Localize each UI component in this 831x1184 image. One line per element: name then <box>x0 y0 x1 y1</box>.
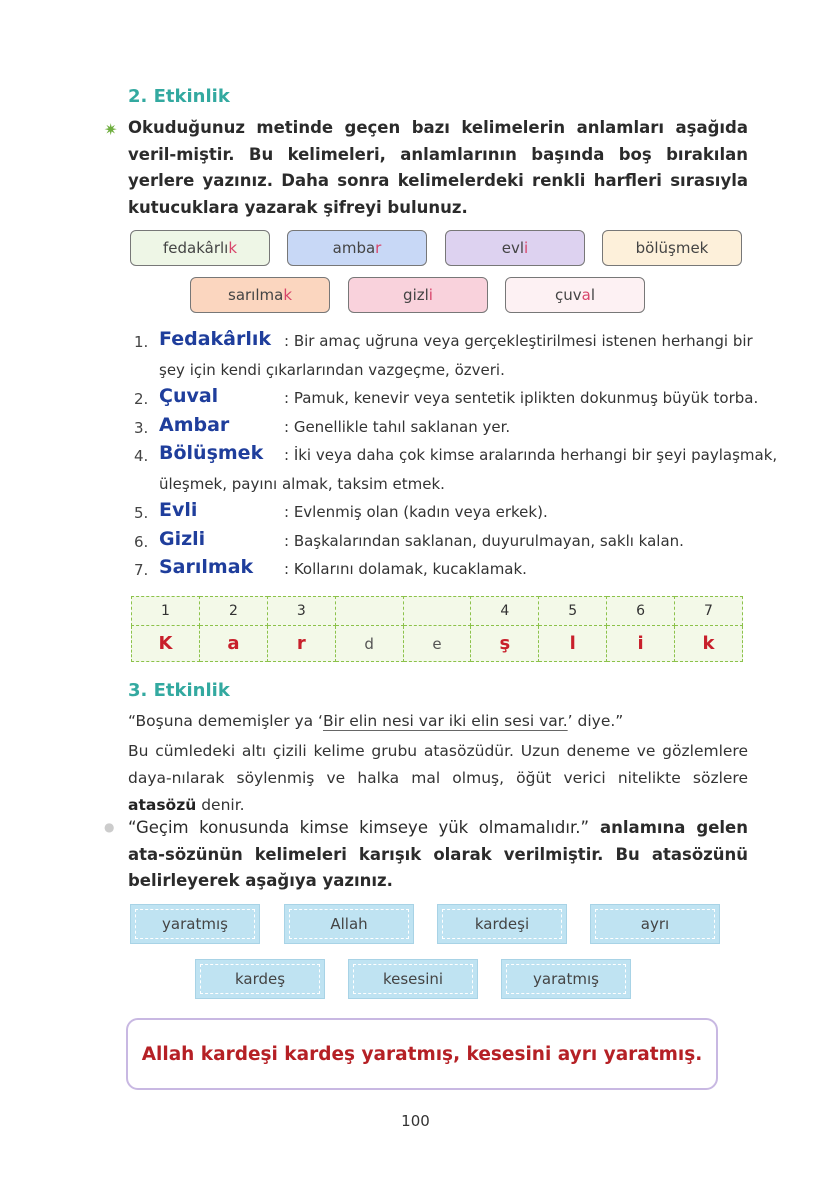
cipher-number-cell: 5 <box>539 597 607 626</box>
cipher-number-cell: 3 <box>267 597 335 626</box>
definition-row <box>134 440 778 469</box>
definition-word: Fedakârlık <box>159 328 272 350</box>
word-tile-label: kesesini <box>382 970 444 988</box>
definition-meaning: : Kollarını dolamak, kucaklamak. <box>284 560 527 578</box>
definition-word: Gizli <box>159 527 206 550</box>
definition-word: Sarılmak <box>159 556 254 578</box>
cipher-letter-cell: l <box>539 626 607 662</box>
word-tile <box>195 959 325 999</box>
cipher-letter-cell: e <box>403 626 471 662</box>
definition-continuation-row <box>134 355 754 384</box>
definition-row <box>134 554 754 583</box>
definition-word: Evli <box>159 499 198 521</box>
definition-number: 7. <box>134 561 149 579</box>
word-text-end: l <box>590 286 595 304</box>
word-tile <box>284 904 414 944</box>
answer-box: Allah kardeşi kardeş yaratmış, kesesini ayrı yaratmış. <box>126 1018 718 1090</box>
word-text: evl <box>501 239 525 257</box>
cipher-letter-cell: i <box>607 626 675 662</box>
definition-number: 1. <box>134 333 149 351</box>
word-text: sarılma <box>228 286 284 304</box>
definition-row <box>134 526 754 555</box>
word-tile-label: yaratmış <box>162 915 228 933</box>
word-text: amba <box>332 239 376 257</box>
cipher-letter-cell: a <box>199 626 267 662</box>
definition-word: Bölüşmek <box>159 442 264 464</box>
proverb-explanation <box>128 738 748 819</box>
definitions-list <box>134 326 778 583</box>
activity-2-title: 2. Etkinlik <box>128 86 230 107</box>
cipher-number-cell: 7 <box>675 597 743 626</box>
colored-letter: a <box>581 286 591 304</box>
cipher-table <box>131 596 743 662</box>
colored-letter: i <box>428 286 433 304</box>
word-tile-label: kardeş <box>234 970 286 988</box>
word-box <box>190 277 330 313</box>
cipher-letter-cell: r <box>267 626 335 662</box>
colored-letter: k <box>283 286 292 304</box>
definition-number: 2. <box>134 390 149 408</box>
definition-number: 5. <box>134 504 149 522</box>
quote-sentence <box>128 708 748 735</box>
word-text: bölüşmek <box>635 239 709 257</box>
definition-continuation-row <box>134 469 754 498</box>
cipher-letter-cell: k <box>675 626 743 662</box>
word-box <box>287 230 427 266</box>
word-tile-label: Allah <box>330 915 368 933</box>
cipher-number-cell: 4 <box>471 597 539 626</box>
task-quote: “Geçim konusunda kimse kimseye yük olmamalıdır.” <box>128 818 590 837</box>
word-box <box>505 277 645 313</box>
cipher-number-cell <box>335 597 403 626</box>
definition-meaning: : Pamuk, kenevir veya sentetik iplikten dokunmuş büyük torba. <box>284 389 759 407</box>
word-tile <box>437 904 567 944</box>
word-box <box>130 230 270 266</box>
cipher-number-cell: 1 <box>132 597 200 626</box>
cipher-number-cell: 6 <box>607 597 675 626</box>
word-tile-label: ayrı <box>640 915 670 933</box>
activity-2-instruction: Okuduğunuz metinde geçen bazı kelimelerin anlamları aşağıda veril-miştir. Bu kelimeleri, anlamlarının başında boş bırakılan yerlere yazınız. Daha sonra kelimelerdeki renkli harfleri sırasıyla kutucuklara yazarak şifreyi bulunuz. <box>128 118 748 217</box>
word-text: gizl <box>403 286 429 304</box>
colored-letter: i <box>524 239 529 257</box>
definition-row <box>134 326 754 355</box>
definition-row <box>134 497 754 526</box>
activity-3-title: 3. Etkinlik <box>128 680 230 701</box>
definition-meaning: : Genellikle tahıl saklanan yer. <box>284 417 511 436</box>
cipher-number-cell <box>403 597 471 626</box>
word-box <box>445 230 585 266</box>
definition-meaning: : Evlenmiş olan (kadın veya erkek). <box>284 503 548 521</box>
definition-meaning-continued: üleşmek, payını almak, taksim etmek. <box>159 474 445 493</box>
word-tile <box>590 904 720 944</box>
cipher-letter-cell: d <box>335 626 403 662</box>
definition-number: 3. <box>134 418 149 437</box>
explanation-bold-term: atasözü <box>128 796 197 814</box>
word-tile-label: yaratmış <box>533 970 599 988</box>
word-tile-label: kardeşi <box>474 915 530 933</box>
colored-letter: r <box>375 239 382 257</box>
word-tile <box>501 959 631 999</box>
word-box <box>348 277 488 313</box>
definition-meaning: : Bir amaç uğruna veya gerçekleştirilmesi istenen herhangi bir <box>284 332 753 350</box>
word-text: fedakârlı <box>162 239 229 257</box>
definition-meaning: : İki veya daha çok kimse aralarında herhangi bir şeyi paylaşmak, <box>284 446 778 464</box>
bullet-dot-icon: ● <box>104 820 115 834</box>
quote-post: ’ diye.” <box>567 712 624 730</box>
word-box <box>602 230 742 266</box>
explanation-text: Bu cümledeki altı çizili kelime grubu atasözüdür. Uzun deneme ve gözlemlere daya-nılarak söylenmiş ve halka mal olmuş, öğüt verici nitelikte sözlere <box>128 742 748 787</box>
page-number: 100 <box>401 1112 430 1130</box>
definition-row <box>134 412 754 441</box>
definition-number: 4. <box>134 447 149 465</box>
definition-meaning-continued: şey için kendi çıkarlarından vazgeçme, özveri. <box>159 360 505 379</box>
definition-meaning: : Başkalarından saklanan, duyurulmayan, saklı kalan. <box>284 531 684 550</box>
definition-word: Ambar <box>159 413 230 436</box>
word-text: çuv <box>554 286 582 304</box>
cipher-letter-cell: K <box>132 626 200 662</box>
definition-word: Çuval <box>159 385 219 407</box>
task-instruction: anlamına gelen ata-sözünün kelimeleri karışık olarak verilmiştir. Bu atasözünü belirleyerek aşağıya yazınız. <box>128 818 748 890</box>
cipher-number-cell: 2 <box>199 597 267 626</box>
definition-row <box>134 383 759 412</box>
bullet-star-icon: ✷ <box>104 120 118 139</box>
quote-pre: “Boşuna dememişler ya ‘ <box>128 712 323 730</box>
cipher-letter-cell: ş <box>471 626 539 662</box>
proverb-underlined: Bir elin nesi var iki elin sesi var. <box>322 712 568 730</box>
word-tile <box>348 959 478 999</box>
colored-letter: k <box>228 239 238 257</box>
word-tile <box>130 904 260 944</box>
activity-3-task <box>128 815 748 895</box>
explanation-end: denir. <box>196 796 245 814</box>
definition-number: 6. <box>134 532 149 551</box>
